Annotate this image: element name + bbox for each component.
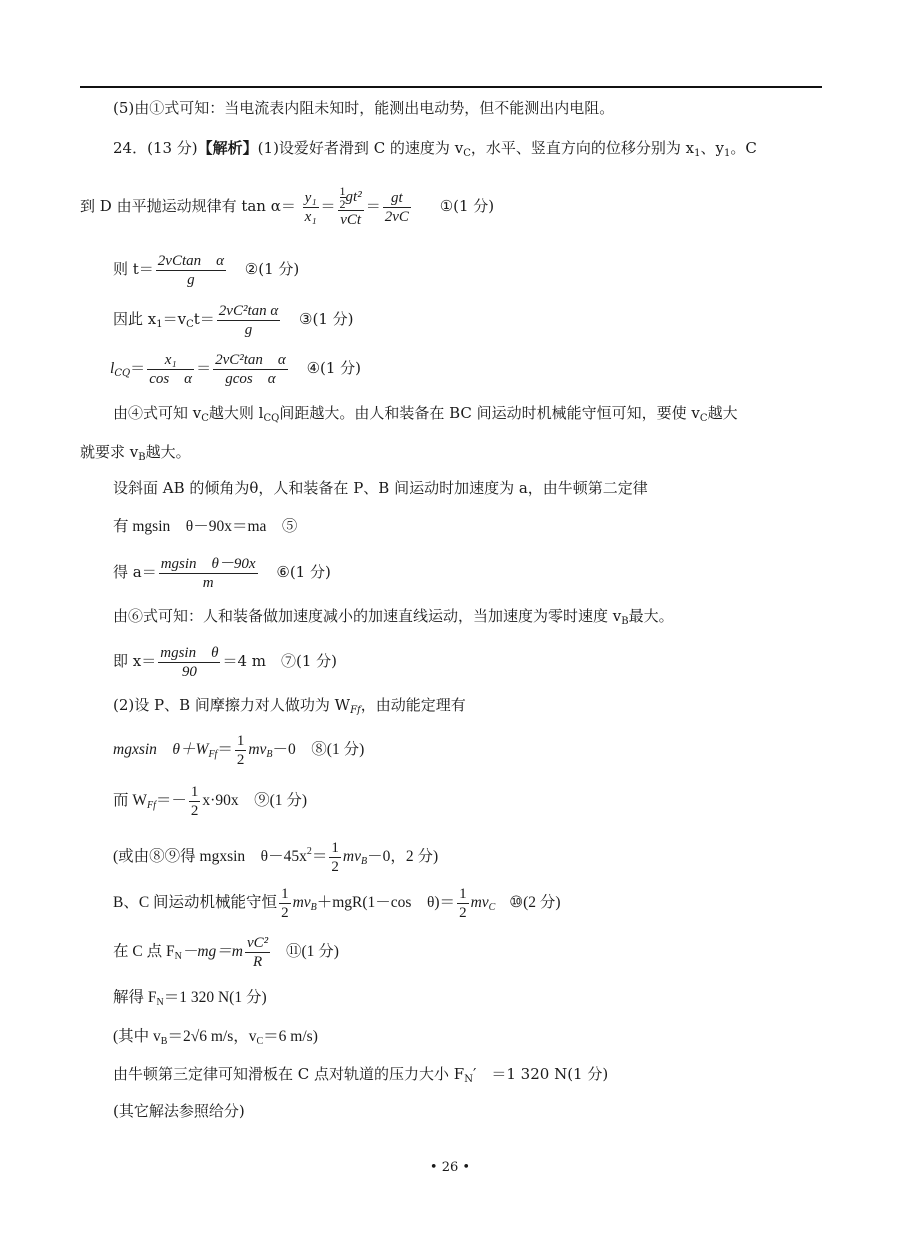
subscript: C [699, 413, 708, 424]
text-line-velocities [113, 1027, 318, 1052]
equation-1-line: 到 D 由平抛运动规律有 tan α＝ $\frac{\text{y₁}}{\text{x₁}}$ ＝ $\frac{1}{2}$ gt² vCt ＝ $\frac{gt}{2vC}$ ①(1 分) [80, 184, 495, 228]
subscript: C [256, 1036, 264, 1047]
equation-6-line [113, 550, 331, 594]
page-number: • 26 • [429, 1160, 471, 1175]
text: t＝ [193, 310, 215, 328]
text: ＝1 320 N(1 分) [163, 989, 267, 1006]
numerator: x₁ [147, 351, 194, 370]
numerator: 1 [459, 885, 467, 902]
equation-number: ②(1 分) [244, 260, 300, 278]
denominator: R [252, 953, 263, 970]
subscript: N [174, 951, 182, 962]
denominator: 2 [236, 751, 245, 768]
numerator: 1 [236, 732, 245, 749]
text: B、C 间运动机械能守恒 [113, 894, 278, 911]
text: (或由⑧⑨得 mgxsin θ－45x [113, 848, 307, 865]
text: 由牛顿第三定律可知滑板在 C 点对轨道的压力大小 F [113, 1065, 465, 1083]
numerator: 1 [281, 885, 289, 902]
denominator: x₁ [304, 208, 317, 225]
text: ＝－ [155, 792, 187, 809]
fraction-half [235, 732, 247, 769]
text: ，水平、竖直方向的位移分别为 x [470, 139, 695, 157]
subscript: Ff [208, 749, 218, 760]
fraction-half [279, 885, 291, 922]
subscript: CQ [263, 413, 280, 424]
text: 。C [730, 139, 757, 157]
numerator: 2vC²tan α [215, 351, 286, 368]
text: 、y [700, 139, 724, 157]
equation-8-line [113, 728, 364, 777]
fraction-half-gt2 [338, 185, 364, 229]
text: 间距越大。由人和装备在 BC 间运动时机械能守恒可知，要使 v [279, 404, 700, 422]
subscript: B [621, 616, 629, 627]
question-number: 24．(13 分) [113, 139, 198, 157]
fraction-lcq-a [147, 351, 194, 388]
denominator: 90 [181, 663, 197, 680]
l-symbol: l [110, 360, 115, 377]
text-line-incline [113, 478, 648, 498]
text: ′ ＝1 320 N(1 分) [472, 1065, 609, 1083]
text: x·90x ⑨(1 分) [202, 792, 308, 809]
numerator: gt [383, 189, 411, 208]
subscript: Ff [147, 800, 156, 811]
text: 越大 [707, 404, 738, 422]
text: ，由动能定理有 [360, 696, 466, 714]
denominator: vCt [340, 212, 362, 228]
denominator: 2vC [384, 208, 409, 225]
half-num: 1 [339, 184, 346, 198]
text: mv [470, 894, 489, 911]
text: (其中 v [113, 1028, 161, 1045]
text: 由⑥式可知：人和装备做加速度减小的加速直线运动，当加速度为零时速度 v [113, 607, 622, 625]
text-line-newton-third [113, 1064, 608, 1090]
fraction-x [158, 644, 220, 681]
text: 解得 F [113, 989, 157, 1006]
subscript: 1 [694, 148, 701, 159]
subscript: B [266, 749, 273, 760]
text: mv [342, 848, 361, 865]
denominator: 2 [190, 802, 199, 819]
text-line-24-intro [113, 138, 757, 164]
numerator: y₁ [304, 189, 317, 206]
fraction-gt-2vc [383, 189, 411, 226]
subscript: 1 [156, 319, 163, 330]
fraction-a [159, 555, 258, 592]
text: 因此 x [113, 310, 157, 328]
numerator: 1 [331, 839, 339, 856]
numerator: 2vCtan α [157, 252, 225, 269]
text: (5)由①式可知：当电流表内阻未知时，能测出电动势，但不能测出内电阻。 [113, 99, 615, 117]
text: 则 t＝ [113, 260, 154, 278]
fraction-vc2-r [245, 934, 270, 971]
denominator: 2 [281, 904, 289, 921]
equation-5-line [113, 517, 297, 537]
numerator: mgsin θ [160, 644, 219, 661]
text: mgxsin θ＋W [113, 741, 209, 758]
text: ＝ [217, 741, 233, 758]
text-line-other-methods [113, 1101, 245, 1121]
gt2: gt² [345, 188, 362, 205]
subscript: 1 [723, 148, 731, 159]
equation-4-line: $l_{CQ}=$ $\frac{\text{x₁}}{\text{cos α}}$ ＝ $\frac{\text{2vC²tan α}}{\text{gcos α}}$ ④(1 分) [110, 351, 362, 387]
fraction-half [457, 885, 469, 922]
text: 越大。 [145, 443, 191, 461]
text: mv [292, 894, 311, 911]
text: 而 W [113, 792, 148, 809]
fraction-t [156, 252, 226, 289]
text: (2)设 P、B 间摩擦力对人做功为 W [113, 696, 351, 714]
subscript: C [186, 319, 194, 330]
equation-9-line [113, 779, 307, 828]
equation-alt-line: (或由⑧⑨得 mgxsin $\theta-45x^2=$ $\frac{1}{2}$ $mv_B-0$，2 分) [113, 839, 439, 875]
equation-number: ⑪(1 分) [286, 943, 339, 960]
subscript: CQ [114, 368, 131, 379]
text: ＝v [162, 310, 187, 328]
equation-number: ⑩(2 分) [509, 894, 561, 911]
subscript: B [160, 1036, 168, 1047]
half-den: 2 [339, 197, 346, 211]
equation-number: ③(1 分) [299, 310, 354, 328]
text: (1)设爱好者滑到 C 的速度为 v [257, 139, 464, 157]
text-line-5 [113, 98, 614, 118]
text: 最大。 [628, 607, 674, 625]
equation-11-line [113, 930, 339, 979]
text: ＝4 m ⑦(1 分) [222, 652, 338, 670]
text: 得 a＝ [113, 563, 157, 581]
equation-number: ①(1 分) [439, 197, 495, 215]
text: ＝6 m/s) [263, 1028, 318, 1045]
equation-2-line [113, 247, 299, 291]
text-line-part2 [113, 695, 466, 721]
text: ＋mgR(1－cos θ)＝ [316, 894, 456, 911]
fraction-x1 [217, 302, 280, 339]
subscript: B [138, 452, 146, 463]
text: －0，2 分) [367, 848, 439, 865]
text: (其它解法参照给分) [113, 1102, 245, 1120]
fraction-y1-x1 [303, 189, 319, 226]
text: ＝ [311, 848, 328, 865]
denominator: gcos α [225, 370, 276, 387]
numerator: mgsin θ－90x [160, 555, 256, 572]
text: 到 D 由平抛运动规律有 tan α＝ [80, 197, 296, 215]
subscript: B [360, 856, 368, 867]
denominator: g [187, 271, 195, 288]
subscript: N [156, 997, 164, 1008]
equation-10-line [113, 881, 561, 930]
text-line-conclusion-2 [80, 442, 191, 468]
equation-7-line [113, 639, 337, 683]
numerator: vC² [246, 934, 269, 951]
numerator [338, 185, 364, 211]
equation-number: ④(1 分) [306, 359, 362, 377]
fraction-half [329, 839, 341, 876]
denominator: 2 [331, 858, 339, 875]
text: 在 C 点 F [113, 943, 175, 960]
subscript: B [310, 902, 317, 913]
equation-number: ⑥(1 分) [276, 563, 331, 581]
numerator: 2vC²tan α [218, 302, 279, 319]
text: mv [248, 741, 267, 758]
text: 越大则 l [208, 404, 264, 422]
text: －0 ⑧(1 分) [272, 741, 365, 758]
text: 设斜面 AB 的倾角为θ，人和装备在 P、B 间运动时加速度为 a，由牛顿第二定律 [113, 479, 648, 497]
text-line-conclusion-1 [113, 403, 738, 429]
denominator: cos α [149, 370, 193, 387]
text: 有 mgsin θ－90x＝ma ⑤ [113, 518, 298, 535]
subscript: Ff [350, 705, 361, 716]
denominator: g [244, 321, 253, 338]
subscript: C [463, 148, 471, 159]
subscript: N [464, 1074, 473, 1085]
denominator: m [202, 574, 214, 591]
subscript: C [201, 413, 209, 424]
analysis-label: 【解析】 [197, 139, 258, 157]
denominator: 2 [459, 904, 467, 921]
text: －mg＝m [181, 943, 243, 960]
text: ＝2√6 m/s，v [167, 1028, 257, 1045]
numerator: 1 [190, 783, 199, 800]
text: 即 x＝ [113, 652, 157, 670]
text: 就要求 v [80, 443, 139, 461]
fraction-lcq-b [213, 351, 288, 388]
equation-3-line [113, 297, 353, 347]
text-line-velocity-max [113, 606, 674, 632]
subscript: C [488, 902, 496, 913]
fraction-half [189, 783, 201, 820]
text-line-result [113, 988, 267, 1013]
header-rule [80, 86, 822, 88]
text: 由④式可知 v [113, 404, 202, 422]
